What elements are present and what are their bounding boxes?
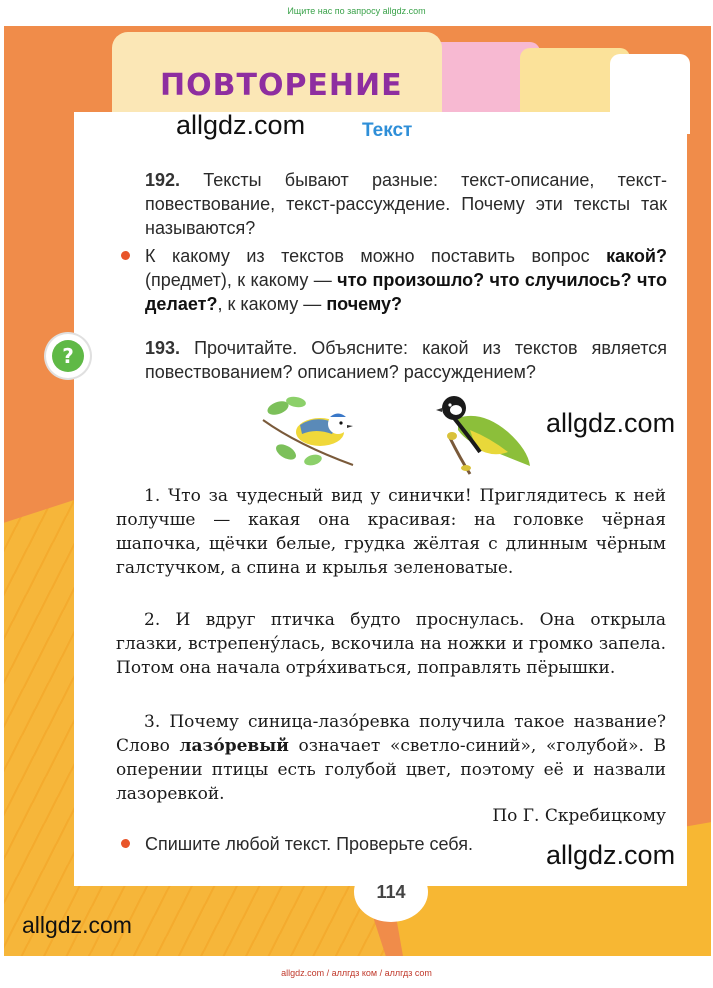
task-192-question: К какому из текстов можно поставить вопрос какой? (предмет), к какому — что произошло? что случилось? что делает?, к какому — почему? [145,244,667,316]
blue-tit-illustration [258,390,358,472]
story-paragraph: 2. И вдруг птичка будто проснулась. Она открыла глазки, встрепену́лась, вскочила на ножки и громко запела. Потом она начала отря́хиваться, поправлять пёрышки. [116,610,666,678]
watermark: allgdz.com [176,110,306,140]
bottom-banner[interactable]: allgdz.com / аллгдз ком / аллгдз com [281,968,432,978]
task-193 [145,336,667,384]
bullet-icon [121,251,130,260]
story-paragraph: 3. Почему синица-лазо́ревка получила такое название? Слово лазо́ревый означает «светло-синий», «голубой». В оперении птицы есть голубой цвет, поэтому её и назвали лазоревкой. [116,712,667,804]
watermark: allgdz.com [546,408,676,438]
final-task: Спишите любой текст. Проверьте себя. [145,832,667,856]
question-circle-icon: ? [52,340,84,372]
page-number: 114 [376,882,406,902]
watermark: allgdz.com [22,912,132,938]
task-192 [145,168,667,240]
story-paragraph: 1. Что за чудесный вид у синички! Приглядитесь к ней получше — какая она красивая: на головке чёрная шапочка, щёчки белые, грудка жёлтая с длинным чёрным галстучком, а спина и крылья зеленоватые. [116,486,666,578]
story-author: По Г. Скребицкому [492,806,666,826]
top-banner[interactable]: Ищите нас по запросу allgdz.com [287,6,426,16]
watermark: allgdz.com [546,840,676,870]
topic-title: Текст [362,120,413,141]
task-text: Тексты бывают разные: текст-описание, текст-повествование, текст-рассуждение. Почему эти тексты так называются? [145,170,667,238]
task-number: 193. [145,338,181,358]
help-badge[interactable] [46,334,90,378]
great-tit-illustration [430,388,534,476]
bullet-icon [121,839,130,848]
task-number: 192. [145,170,181,190]
section-title: ПОВТОРЕНИЕ [160,68,403,103]
task-text: Прочитайте. Объясните: какой из текстов является повествованием? описанием? рассуждением? [145,338,667,382]
